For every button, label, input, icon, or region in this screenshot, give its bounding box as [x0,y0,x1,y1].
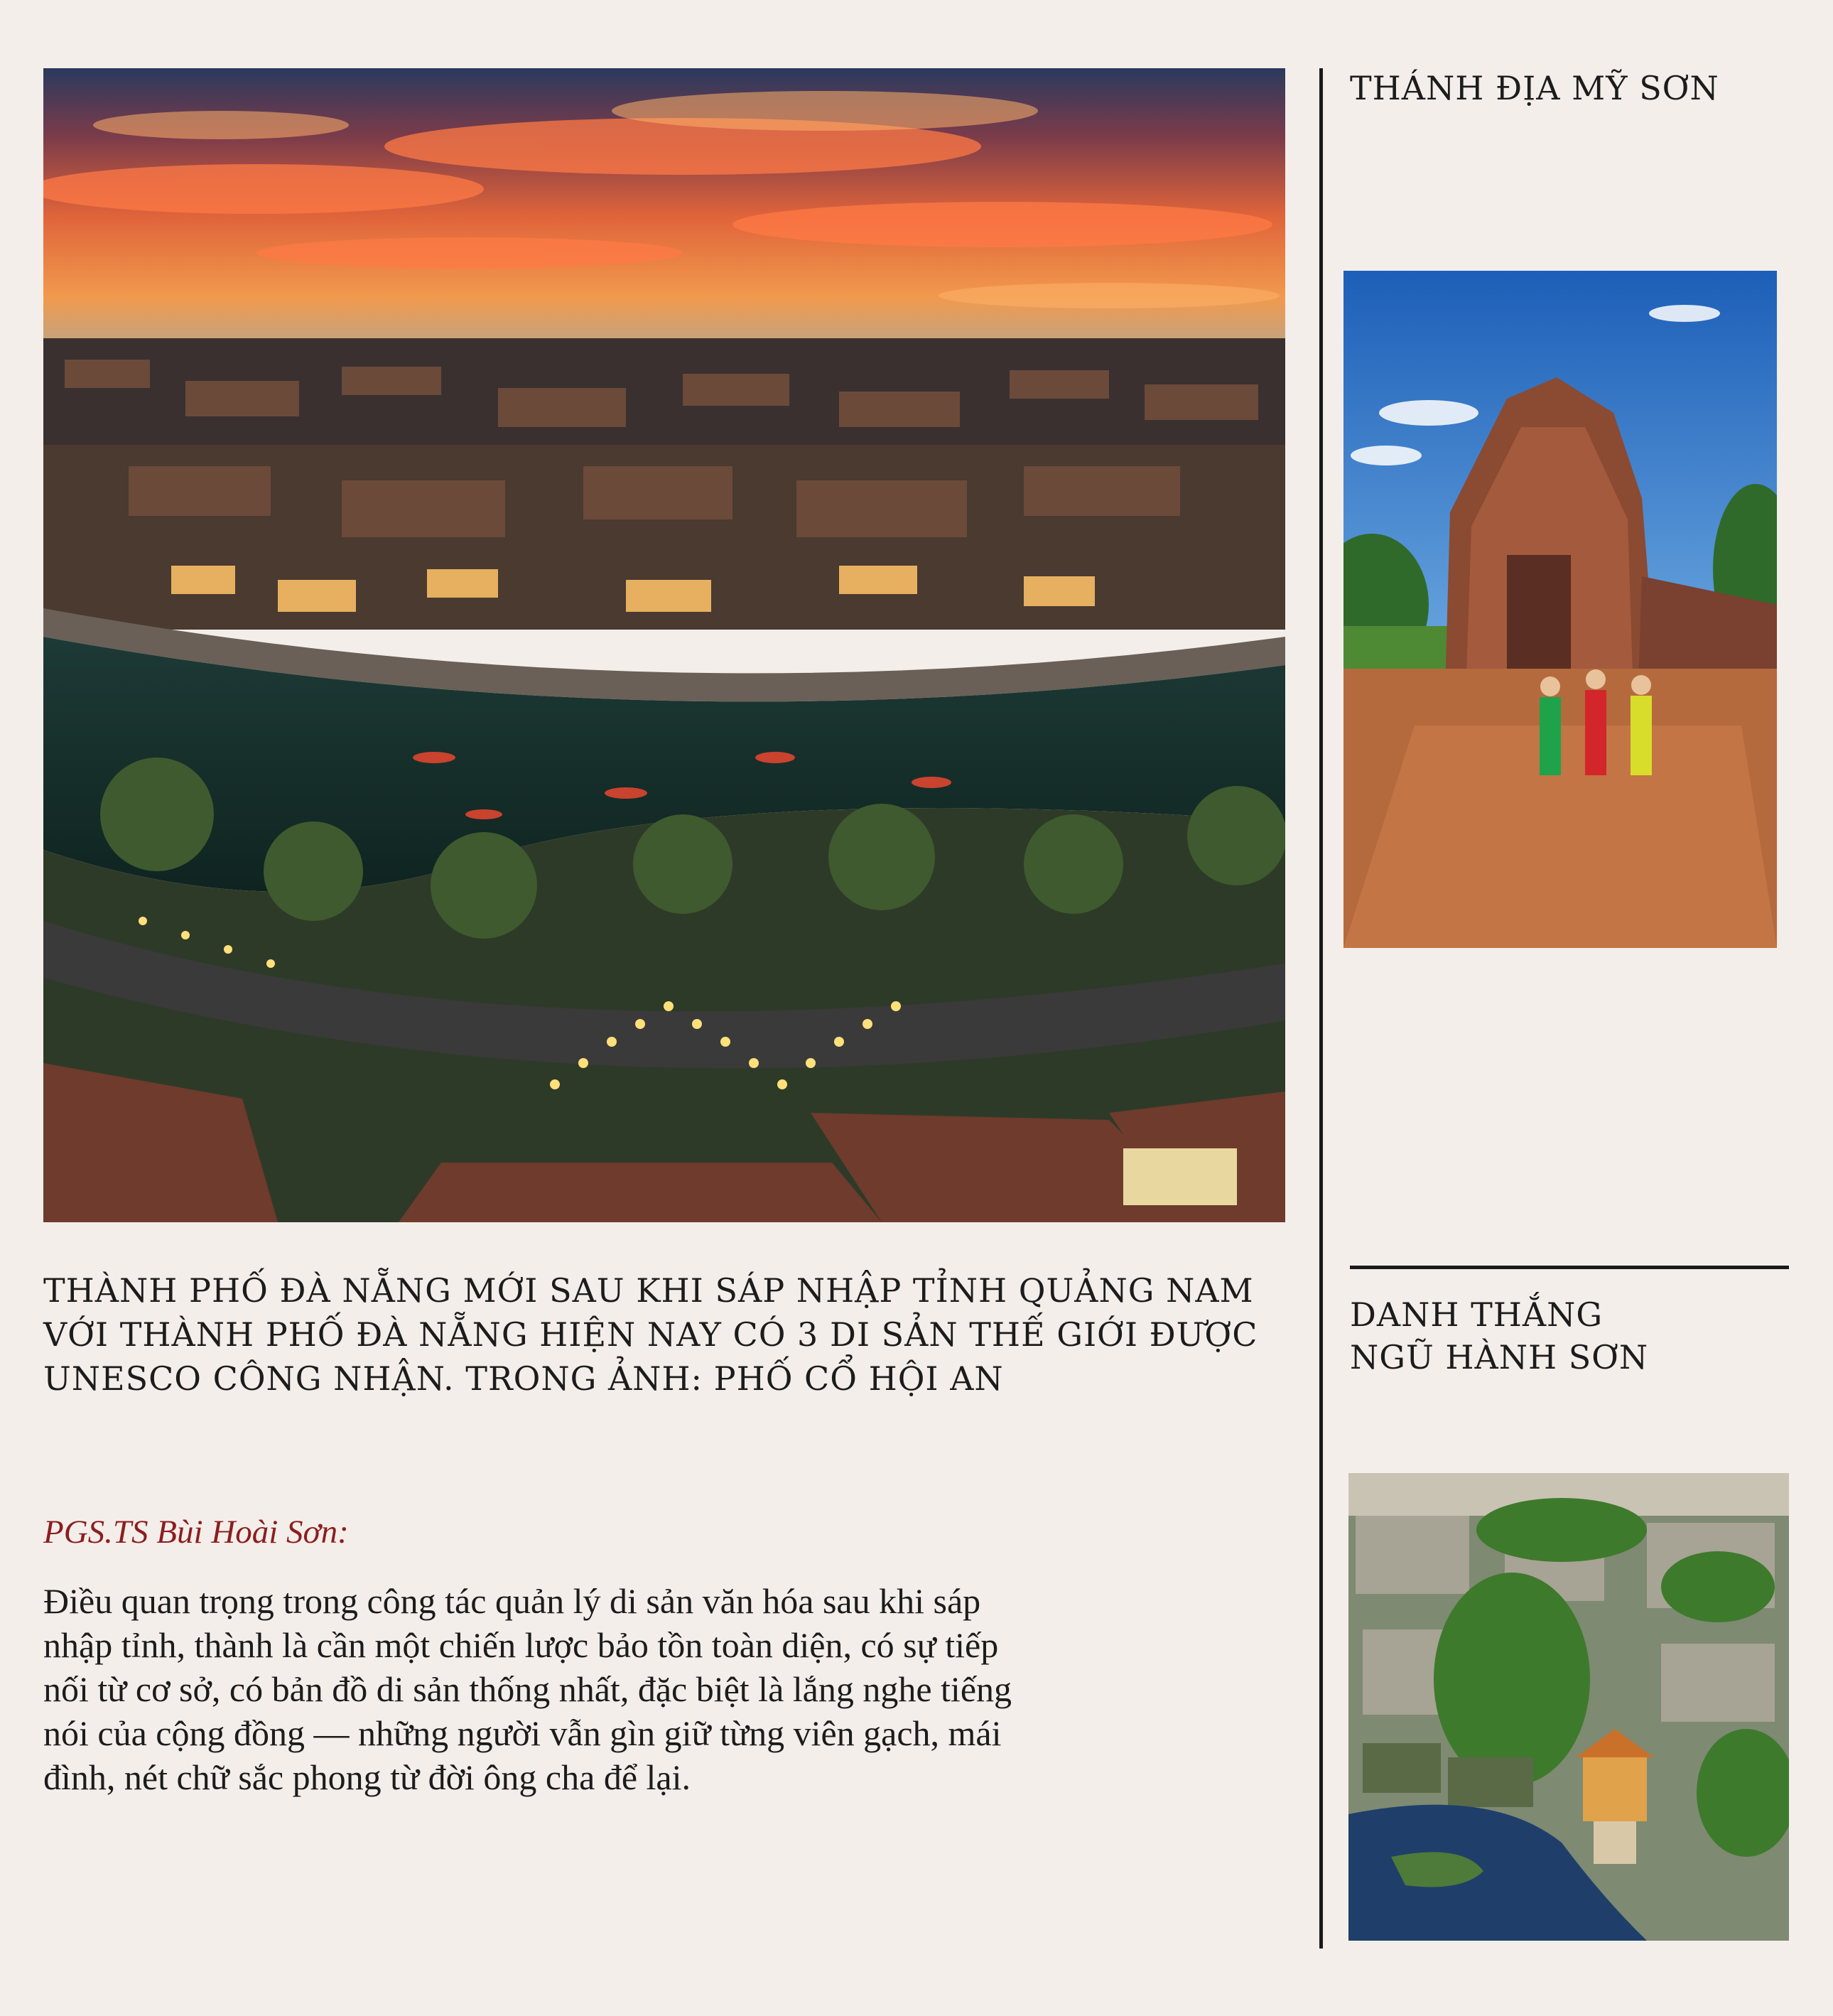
quote-line-1: Điều quan trọng trong công tác quản lý di sản văn hóa sau khi sáp [43,1581,981,1621]
ngu-hanh-son-title-line-2: NGŨ HÀNH SƠN [1350,1338,1649,1376]
ngu-hanh-son-photo-illustration [1348,1473,1789,1941]
quote-text [43,1579,1294,1799]
quote-line-3: nối từ cơ sở, có bản đồ di sản thống nhất, đặc biệt là lắng nghe tiếng [43,1669,1012,1709]
caption-line-2: VỚI THÀNH PHỐ ĐÀ NẴNG HIỆN NAY CÓ 3 DI SẢN THẾ GIỚI ĐƯỢC [43,1315,1258,1354]
column-divider [1319,68,1323,1948]
quote-author: PGS.TS Bùi Hoài Sơn: [43,1514,349,1551]
quote-line-4: nói của cộng đồng — những người vẫn gìn giữ từng viên gạch, mái [43,1713,1002,1753]
ngu-hanh-son-title [1350,1293,1748,1379]
my-son-temple-photo [1343,271,1777,948]
myson-title: THÁNH ĐỊA MỸ SƠN [1350,69,1719,107]
ngu-hanh-son-title-line-1: DANH THẮNG [1350,1295,1604,1334]
section-divider [1350,1266,1789,1269]
my-son-photo-illustration [1343,271,1777,948]
quote-line-2: nhập tỉnh, thành là cần một chiến lược bảo tồn toàn diện, có sự tiếp [43,1625,999,1665]
hoi-an-photo-illustration [43,68,1285,1222]
caption-line-3: UNESCO CÔNG NHẬN. TRONG ẢNH: PHỐ CỔ HỘI AN [43,1359,1004,1398]
ngu-hanh-son-aerial-photo [1348,1473,1789,1941]
hoi-an-aerial-sunset-photo [43,68,1285,1222]
quote-line-5: đình, nét chữ sắc phong từ đời ông cha để lại. [43,1757,691,1797]
photo-caption [43,1268,1294,1401]
caption-line-1: THÀNH PHỐ ĐÀ NẴNG MỚI SAU KHI SÁP NHẬP TỈNH QUẢNG NAM [43,1271,1254,1310]
